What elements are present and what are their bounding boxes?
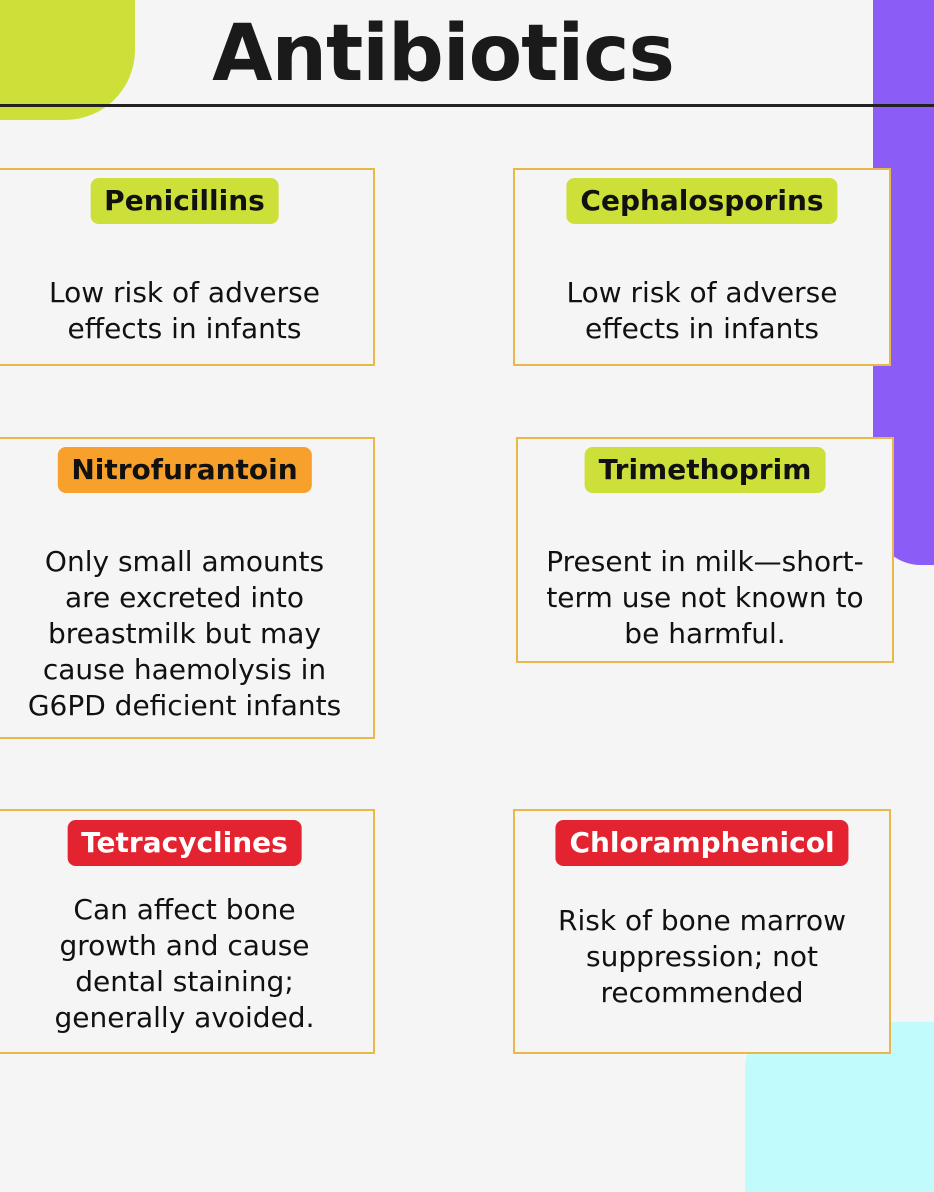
- card-heading: Chloramphenicol: [555, 820, 848, 866]
- page-title: Antibiotics: [212, 9, 674, 99]
- card-chloramphenicol: [513, 809, 891, 1054]
- card-description: Low risk of adverse effects in infants: [566, 276, 838, 345]
- card-heading: Trimethoprim: [585, 447, 826, 493]
- card-description: Risk of bone marrow suppression; not recommended: [558, 904, 846, 1009]
- card-description: Present in milk—short- term use not known to be harmful.: [546, 545, 864, 650]
- card-penicillins: [0, 168, 375, 366]
- card-description: Can affect bone growth and cause dental staining; generally avoided.: [54, 893, 315, 1034]
- card-description: Low risk of adverse effects in infants: [49, 276, 320, 345]
- card-tetracyclines: [0, 809, 375, 1054]
- card-heading: Nitrofurantoin: [57, 447, 311, 493]
- card-heading: Penicillins: [90, 178, 279, 224]
- card-heading: Tetracyclines: [67, 820, 302, 866]
- card-heading: Cephalosporins: [566, 178, 837, 224]
- card-trimethoprim: [516, 437, 894, 663]
- card-cephalosporins: [513, 168, 891, 366]
- card-description: Only small amounts are excreted into breastmilk but may cause haemolysis in G6PD deficient infants: [27, 545, 342, 722]
- title-underline: [0, 104, 934, 107]
- card-nitrofurantoin: [0, 437, 375, 739]
